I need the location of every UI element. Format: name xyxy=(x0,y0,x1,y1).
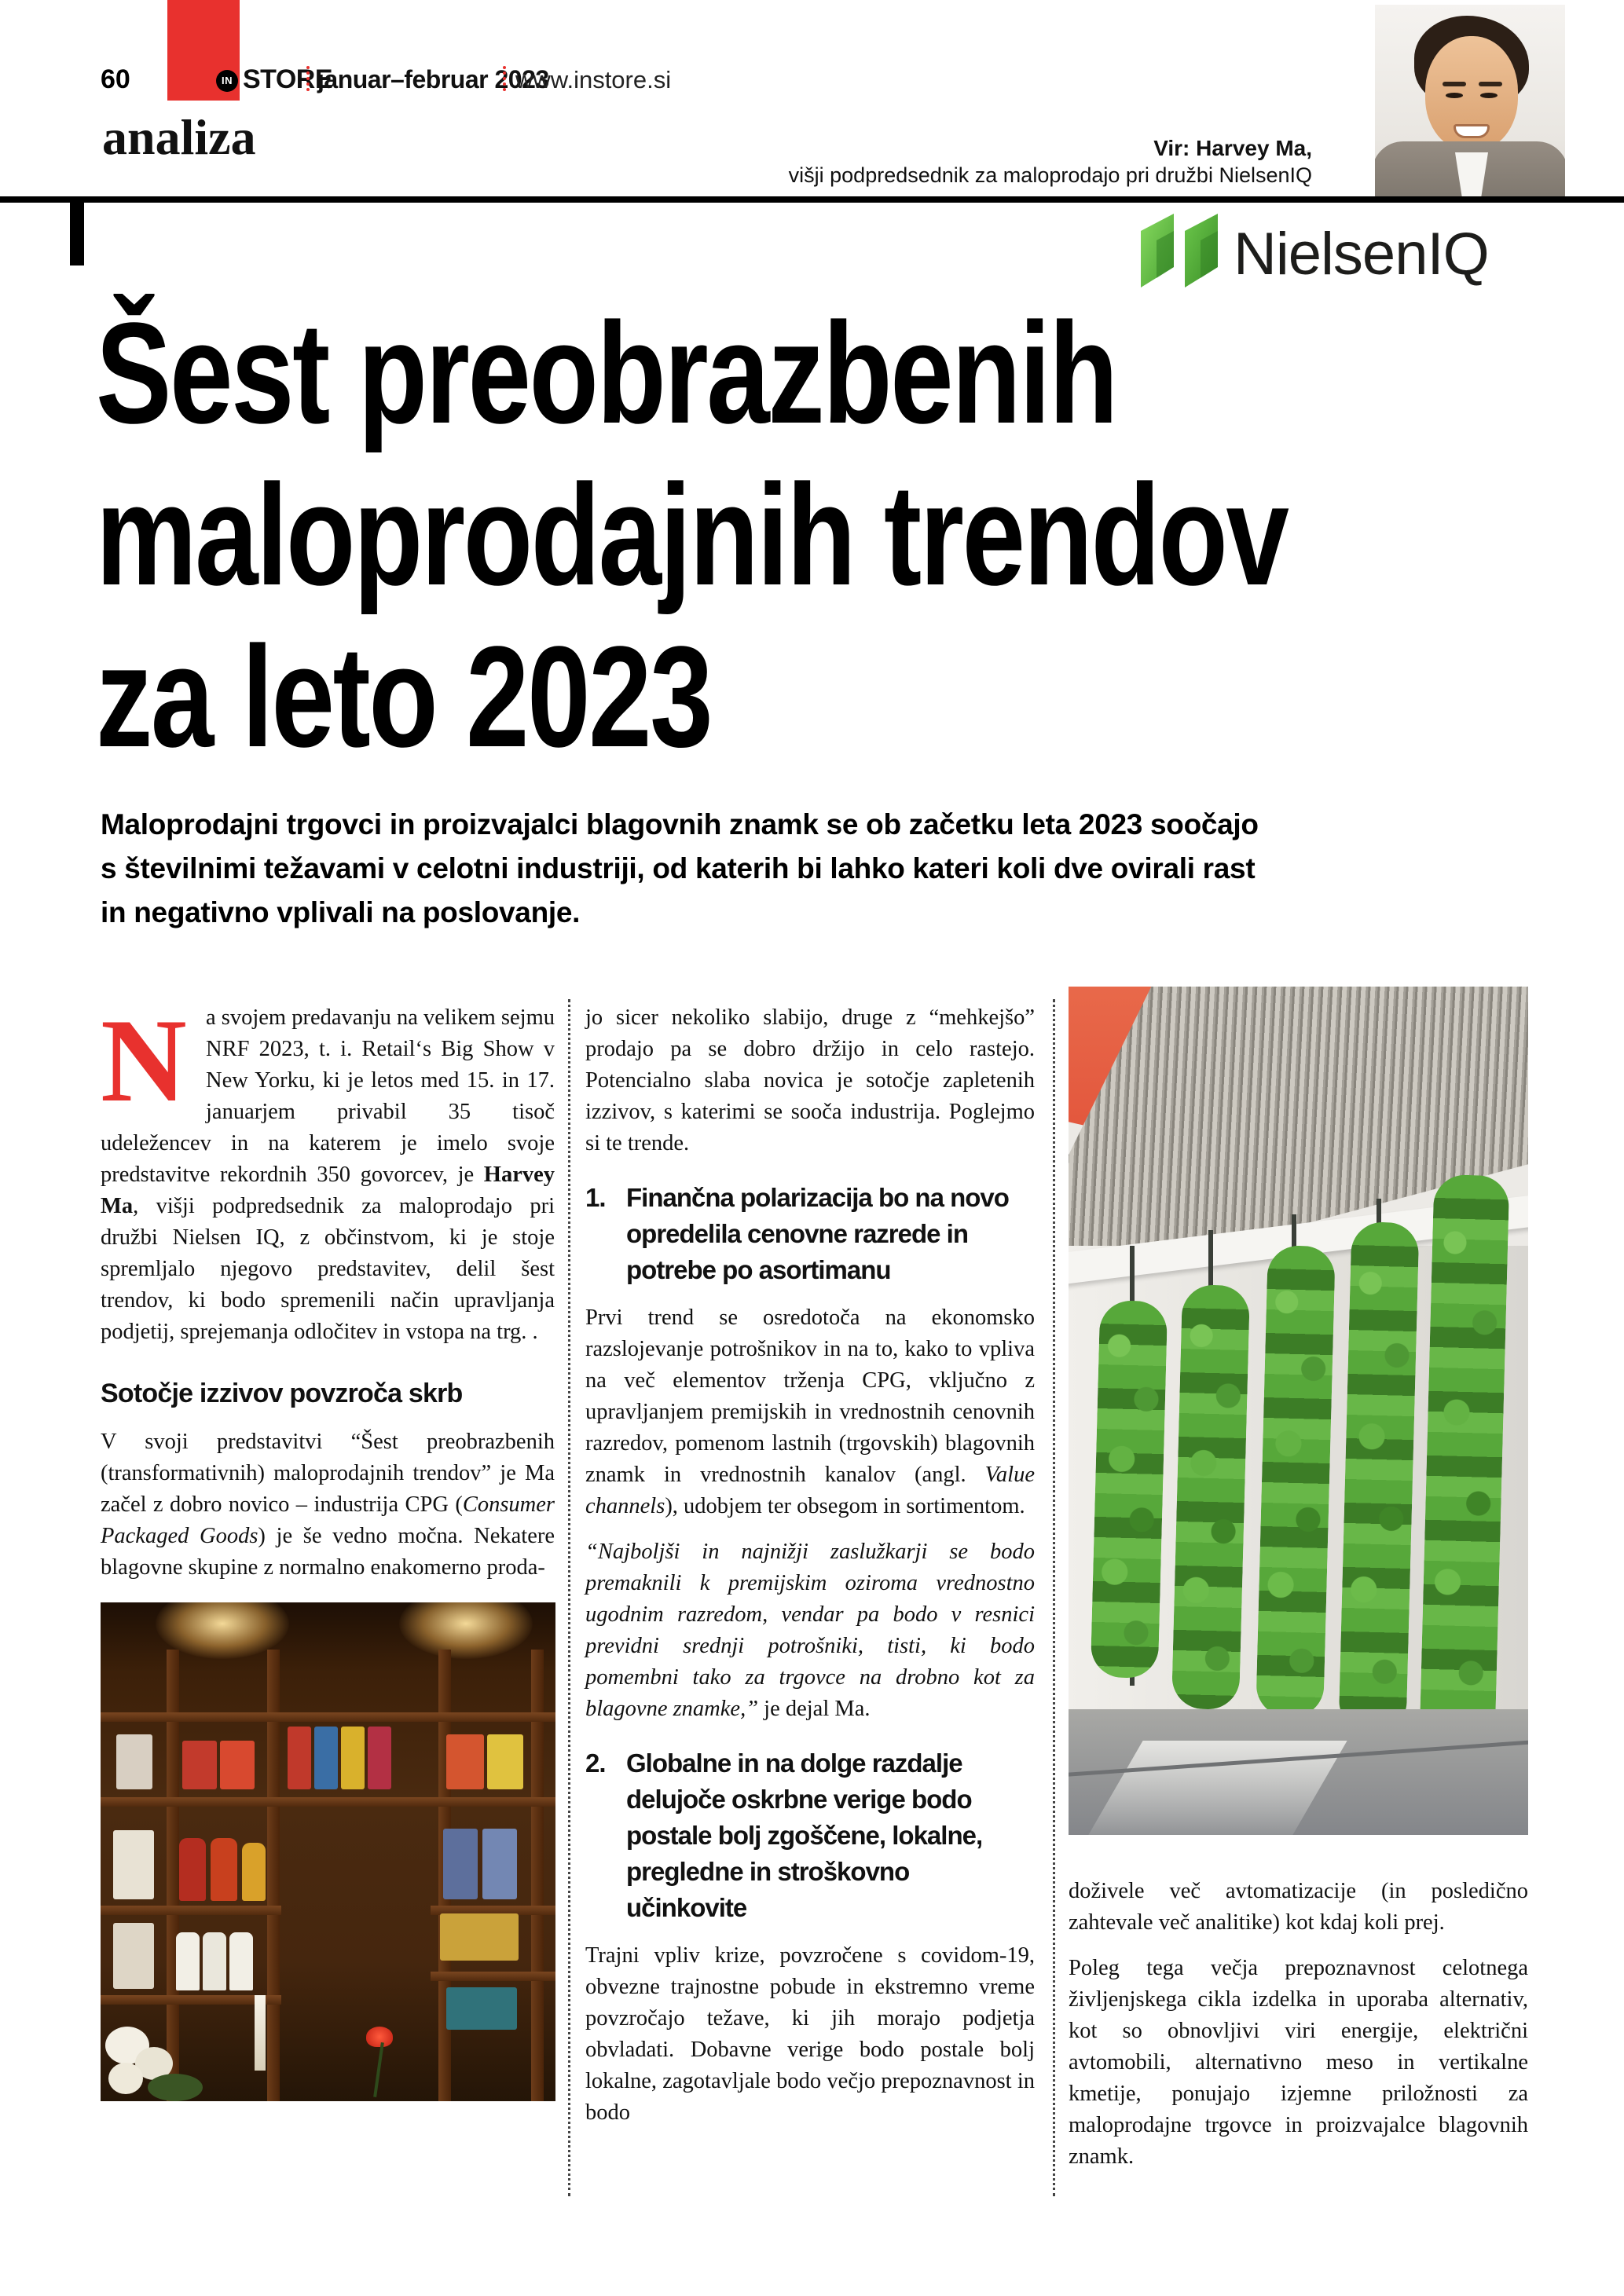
column-2 xyxy=(585,1002,1035,2143)
photo-detail xyxy=(116,1734,152,1789)
photo-detail xyxy=(229,1932,253,1990)
title-line: maloprodajnih trendov xyxy=(96,454,1288,615)
heading-text: Globalne in na dolge razdalje delujoče oskrbne verige bodo postale bolj zgoščene, lokalne, pregledne in stroškovno učinkovite xyxy=(626,1749,983,1922)
photo-detail xyxy=(176,1932,200,1990)
header-dotted-separator xyxy=(306,66,310,91)
trend-2-heading xyxy=(585,1745,1035,1926)
photo-plant-column xyxy=(1171,1284,1250,1710)
nielseniq-wordmark: NielsenIQ xyxy=(1234,221,1489,287)
photo-detail xyxy=(446,1987,517,2030)
paragraph: Poleg tega večja prepoznavnost celotnega življenjskega cikla izdelka in uporaba alternativ, kot so obnovljivi viri energije, električni avtomobili, alternativno meso in vertikalne kmetije, ponujajo izjemne priložnosti za maloprodajne trgovce in proizvajalce blagovnih znamk. xyxy=(1069,1956,1528,2169)
author-source-role: višji podpredsednik za maloprodajo pri družbi NielsenIQ xyxy=(788,163,1312,187)
lead-line: Maloprodajni trgovci in proizvajalci blagovnih znamk se ob začetku leta 2023 soočajo xyxy=(101,808,1259,840)
photo-detail xyxy=(288,1727,311,1789)
photo-detail xyxy=(113,1923,154,1989)
page-number: 60 xyxy=(101,64,130,94)
photo-detail xyxy=(487,1734,523,1789)
photo-detail xyxy=(440,1913,519,1961)
photo-detail xyxy=(314,1727,338,1789)
photo-detail xyxy=(203,1932,226,1990)
header-dotted-separator xyxy=(503,66,506,91)
photo-detail xyxy=(113,1830,154,1899)
lead-line: s številnimi težavami v celotni industriji, od katerih bi lahko kateri koli dve ovirali rast xyxy=(101,852,1256,884)
trend-1-heading xyxy=(585,1180,1035,1288)
paragraph-text: ) je še vedno močna. Nekatere blagovne skupine z normalno enakomerno proda- xyxy=(101,1524,555,1580)
photo-detail xyxy=(1454,124,1490,138)
photo-detail xyxy=(431,1972,555,1981)
photo-detail xyxy=(482,1829,517,1899)
quote-paragraph xyxy=(585,1536,1035,1725)
photo-plant-column xyxy=(1420,1174,1510,1741)
title-line: za leto 2023 xyxy=(96,616,712,777)
photo-detail xyxy=(1446,93,1463,98)
photo-detail xyxy=(443,1829,478,1899)
title-line: Šest preobrazbenih xyxy=(96,292,1116,453)
photo-detail xyxy=(108,2063,143,2094)
paragraph: jo sicer nekoliko slabijo, druge z “mehkejšo” prodajo pa se dobro držijo in celo rastejo. Potencialno slaba novica je sotočje zapletenih izzivov, s katerimi se sooča industrija. Poglejmo si te trende. xyxy=(585,1005,1035,1155)
vertical-garden-photo xyxy=(1069,987,1528,1835)
bold-name: Harvey Ma xyxy=(101,1163,555,1218)
drop-cap: N xyxy=(101,994,187,1126)
author-photo xyxy=(1375,5,1565,198)
article-lead xyxy=(101,803,1515,935)
photo-detail xyxy=(255,1995,266,2071)
section-title: analiza xyxy=(102,109,256,165)
italic-term: Value channels xyxy=(585,1463,1035,1518)
paragraph-text: V svoji predstavitvi “Šest preobrazbenih (transformativnih) maloprodajnih trendov” je Ma začel z dobro novico – industrija CPG ( xyxy=(101,1430,555,1517)
column-divider xyxy=(1053,999,1055,2196)
author-source-name: Vir: Harvey Ma, xyxy=(1153,136,1312,160)
heading-number: 1. xyxy=(585,1183,606,1212)
photo-detail xyxy=(366,2027,393,2047)
photo-plant-column xyxy=(1091,1300,1168,1679)
photo-detail xyxy=(101,1712,555,1722)
left-tick-bar xyxy=(70,203,84,265)
paragraph xyxy=(101,994,555,1348)
photo-detail xyxy=(182,1741,217,1789)
lead-line: in negativno vplivali na poslovanje. xyxy=(101,896,581,928)
photo-detail xyxy=(341,1727,365,1789)
column-divider xyxy=(568,999,570,2196)
italic-term: Consumer Packaged Goods xyxy=(101,1492,555,1548)
heading-text: Finančna polarizacija bo na novo opredelila cenovne razrede in potrebe po asortimanu xyxy=(626,1183,1009,1284)
photo-detail xyxy=(179,1838,206,1901)
quote-attribution: je dejal Ma. xyxy=(758,1697,871,1721)
photo-detail xyxy=(1443,82,1466,86)
issue-date: januar–februar 2023 xyxy=(317,65,549,93)
column-1 xyxy=(101,994,555,2101)
header-rule xyxy=(0,196,1624,203)
nielseniq-icon xyxy=(1139,212,1224,291)
photo-detail xyxy=(280,1797,429,2056)
instore-store-logo: STORE xyxy=(243,64,333,94)
article-title xyxy=(96,292,1337,778)
photo-detail xyxy=(101,1906,281,1915)
photo-plant-column xyxy=(1339,1221,1420,1734)
photo-detail xyxy=(220,1741,255,1789)
photo-detail xyxy=(399,1602,533,1659)
paragraph: doživele več avtomatizacije (in posledično zahtevale več analitike) kot kdaj koli prej. xyxy=(1069,1879,1528,1935)
store-shelves-photo xyxy=(101,1602,555,2101)
paragraph-text: Prvi trend se osredotoča na ekonomsko razslojevanje potrošnikov in na to, kako to vpliva na več elementov trženja CPG, vključno z upravljanjem premijskih in vrednostnih cenovnih razredov, pomenom lastnih (trgovskih) blagovnih znamk in vrednostnih kanalov (angl. xyxy=(585,1305,1035,1487)
column-3 xyxy=(1069,1876,1528,2187)
heading-number: 2. xyxy=(585,1749,606,1778)
photo-detail xyxy=(148,2074,203,2101)
photo-detail xyxy=(1480,93,1498,98)
nielseniq-logo xyxy=(1139,209,1532,295)
paragraph-text: , višji podpredsednik za maloprodajo pri družbi Nielsen IQ, z občinstvom, ki je stoje spremljalo njegovo predstavitev, delil šest trendov, ki bodo spremenili način upravljanja podjetij, sprejemanja odločitev in vstopa na trg. . xyxy=(101,1194,555,1344)
instore-in-logo: IN xyxy=(216,70,238,92)
photo-detail xyxy=(242,1843,266,1901)
photo-detail xyxy=(1479,82,1502,86)
quote-text: “Najboljši in najnižji zaslužkarji se bodo premaknili k premijskim oziroma vrednostno ugodnim razredom, vendar pa bodo v resnici previdni srednji potrošniki, tisti, ki bodo pomembni tako za trgovce na drobno kot za blagovne znamke,” xyxy=(585,1540,1035,1721)
photo-detail xyxy=(211,1838,237,1901)
photo-plant-column xyxy=(1256,1245,1336,1718)
subheading-confluence: Sotočje izzivov povzroča skrb xyxy=(101,1379,463,1408)
photo-detail xyxy=(446,1734,484,1789)
paragraph-text: ), udobjem ter obsegom in sortimentom. xyxy=(665,1494,1025,1518)
photo-detail xyxy=(368,1727,391,1789)
paragraph: Trajni vpliv krize, povzročene s covidom-19, obvezne trajnostne pobude in ekstremno vreme povzročajo težave, ki jih morajo podjetja obvladati. Dobavne verige bodo postale bolj lokalne, zagotavljale bodo večjo prepoznavnost in bodo xyxy=(585,1943,1035,2125)
paragraph-text: a svojem predavanju na velikem sejmu NRF 2023, t. i. Retail‘s Big Show v New Yorku, ki je letos med 15. in 17. januarjem privabil 35 tisoč udeležencev in na katerem je imelo svoje predstavitve rekordnih 350 govorcev, je xyxy=(101,1005,555,1187)
paragraph xyxy=(101,1426,555,1584)
website-link[interactable]: www.instore.si xyxy=(515,66,672,93)
paragraph xyxy=(585,1302,1035,1522)
